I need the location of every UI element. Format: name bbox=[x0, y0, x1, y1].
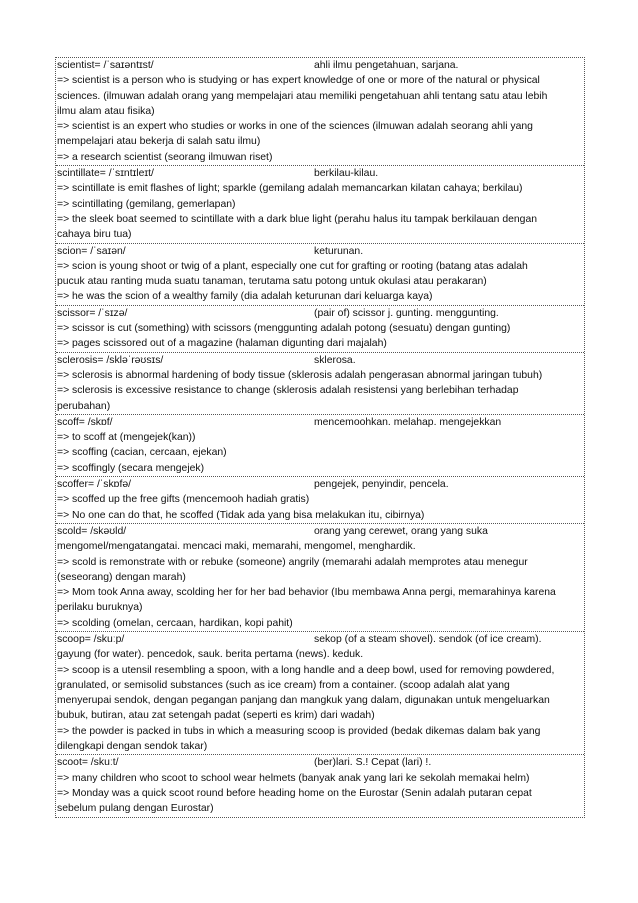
entry-line: => Mom took Anna away, scolding her for her bad behavior (Ibu membawa Anna pergi, memarahinya karena bbox=[57, 587, 556, 599]
dictionary-entry bbox=[56, 165, 584, 242]
dictionary-entry bbox=[56, 305, 584, 352]
entry-line: => he was the scion of a wealthy family (dia adalah keturunan dari keluarga kaya) bbox=[57, 291, 433, 303]
entry-line: mempelajari atau bekerja di salah satu ilmu) bbox=[57, 136, 261, 148]
entry-line: ilmu alam atau fisika) bbox=[57, 105, 155, 117]
entry-header bbox=[56, 632, 584, 647]
entry-term: scientist= /ˈsaɪəntɪst/ bbox=[57, 60, 154, 71]
entry-line: pucuk atau ranting muda suatu tanaman, terutama satu potong untuk okulasi atau perakaran) bbox=[57, 276, 487, 288]
entry-header bbox=[56, 477, 584, 492]
entry-line: menyerupai sendok, dengan pegangan panjang dan mangkuk yang dalam, digunakan untuk mengeluarkan bbox=[57, 695, 550, 707]
entry-line: => sclerosis is excessive resistance to change (sklerosis adalah resistensi yang berlebihan terhadap bbox=[57, 385, 519, 397]
entry-meaning: mencemoohkan. melahap. mengejekkan bbox=[314, 416, 502, 428]
entry-line: => scoffing (cacian, cercaan, ejekan) bbox=[57, 447, 227, 459]
dictionary-entry bbox=[56, 58, 584, 165]
entry-meaning: berkilau-kilau. bbox=[314, 168, 379, 180]
dictionary-table bbox=[55, 57, 585, 818]
entry-line: => to scoff at (mengejek(kan)) bbox=[57, 432, 196, 444]
entry-line: dilengkapi dengan sendok takar) bbox=[57, 741, 208, 753]
entry-term: scold= /skəʊld/ bbox=[57, 525, 127, 537]
entry-line: => the sleek boat seemed to scintillate with a dark blue light (perahu halus itu tampak berkilauan dengan bbox=[57, 213, 537, 225]
entry-line: cahaya biru tua) bbox=[57, 229, 132, 241]
entry-line: (seseorang) dengan marah) bbox=[57, 571, 186, 583]
entry-line: => scissor is cut (something) with scissors (menggunting adalah potong (sesuatu) dengan gunting) bbox=[57, 323, 511, 335]
entry-meaning: pengejek, penyindir, pencela. bbox=[314, 479, 449, 491]
dictionary-entry bbox=[56, 754, 584, 816]
entry-header bbox=[56, 244, 584, 259]
dictionary-entry bbox=[56, 414, 584, 476]
entry-term: scoffer= /ˈskɒfə/ bbox=[57, 479, 132, 491]
dictionary-entry bbox=[56, 476, 584, 523]
dictionary-entry bbox=[56, 523, 584, 631]
entry-header bbox=[56, 524, 584, 539]
entry-header bbox=[56, 306, 584, 321]
entry-line: => scintillating (gemilang, gemerlapan) bbox=[57, 198, 236, 210]
entry-line: => scoffed up the free gifts (mencemooh hadiah gratis) bbox=[57, 494, 310, 506]
entry-line: => scientist is an expert who studies or works in one of the sciences (ilmuwan adalah seorang ahli yang bbox=[57, 121, 533, 133]
entry-meaning: keturunan. bbox=[314, 245, 364, 257]
entry-line: => a research scientist (seorang ilmuwan riset) bbox=[57, 151, 273, 163]
entry-line: granulated, or semisolid substances (such as ice cream) from a container. (scoop adalah alat yang bbox=[57, 679, 510, 691]
dictionary-entry bbox=[56, 243, 584, 305]
entry-term: scoop= /skuːp/ bbox=[57, 633, 125, 645]
entry-header bbox=[56, 58, 584, 73]
entry-header bbox=[56, 353, 584, 368]
entry-term: sclerosis= /skləˈrəʊsɪs/ bbox=[57, 354, 164, 366]
entry-line: sebelum pulang dengan Eurostar) bbox=[57, 803, 214, 815]
entry-line: => scintillate is emit flashes of light; sparkle (gemilang adalah memancarkan kilatan cahaya; berkilau) bbox=[57, 183, 523, 195]
entry-line: => scion is young shoot or twig of a plant, especially one cut for grafting or rooting (batang atas adalah bbox=[57, 260, 528, 272]
entry-meaning: sklerosa. bbox=[314, 354, 356, 366]
dictionary-entry bbox=[56, 631, 584, 754]
entry-line: => scientist is a person who is studying or has expert knowledge of one or more of the natural or physical bbox=[57, 75, 540, 87]
entry-term: scissor= /ˈsɪzə/ bbox=[57, 307, 128, 319]
entry-line: => scold is remonstrate with or rebuke (someone) angrily (memarahi adalah memprotes atau menegur bbox=[57, 556, 528, 568]
entry-header bbox=[56, 415, 584, 430]
entry-term: scoff= /skɒf/ bbox=[57, 416, 113, 428]
entry-line: perubahan) bbox=[57, 400, 111, 412]
entry-line: => sclerosis is abnormal hardening of body tissue (sklerosis adalah pengerasan abnormal jaringan tubuh) bbox=[57, 369, 543, 381]
entry-term: scion= /ˈsaɪən/ bbox=[57, 245, 126, 257]
entry-meaning: (pair of) scissor j. gunting. menggunting. bbox=[314, 307, 499, 319]
entry-line: => Monday was a quick scoot round before heading home on the Eurostar (Senin adalah putaran cepat bbox=[57, 787, 532, 799]
entry-meaning: sekop (of a steam shovel). sendok (of ice cream). bbox=[314, 633, 542, 645]
entry-line: => pages scissored out of a magazine (halaman digunting dari majalah) bbox=[57, 338, 387, 350]
dictionary-entry bbox=[56, 352, 584, 414]
entry-meaning: ahli ilmu pengetahuan, sarjana. bbox=[314, 60, 459, 71]
entry-line: bubuk, butiran, atau zat setengah padat (seperti es krim) dari wadah) bbox=[57, 710, 375, 722]
entry-header bbox=[56, 755, 584, 770]
entry-line: => No one can do that, he scoffed (Tidak ada yang bisa melakukan itu, cibirnya) bbox=[57, 509, 425, 521]
entry-line: => scoffingly (secara mengejek) bbox=[57, 462, 205, 474]
entry-line: => scoop is a utensil resembling a spoon, with a long handle and a deep bowl, used for removing powdered, bbox=[57, 664, 555, 676]
entry-line: mengomel/mengatangatai. mencaci maki, memarahi, mengomel, menghardik. bbox=[57, 541, 416, 553]
entry-meaning: orang yang cerewet, orang yang suka bbox=[314, 525, 488, 537]
entry-meaning: (ber)lari. S.! Cepat (lari) !. bbox=[314, 757, 432, 769]
entry-line: => scolding (omelan, cercaan, hardikan, kopi pahit) bbox=[57, 617, 293, 629]
entry-term: scoot= /skuːt/ bbox=[57, 757, 119, 769]
entry-header bbox=[56, 166, 584, 181]
entry-line: gayung (for water). pencedok, sauk. berita pertama (news). keduk. bbox=[57, 649, 364, 661]
entry-line: => the powder is packed in tubs in which a measuring scoop is provided (bedak dikemas dalam bak yang bbox=[57, 725, 541, 737]
entry-line: sciences. (ilmuwan adalah orang yang mempelajari atau memiliki pengetahuan ahli tentang satu atau lebih bbox=[57, 90, 548, 102]
entry-line: perilaku buruknya) bbox=[57, 602, 143, 614]
entry-line: => many children who scoot to school wear helmets (banyak anak yang lari ke sekolah memakai helm) bbox=[57, 772, 530, 784]
entry-term: scintillate= /ˈsɪntɪleɪt/ bbox=[57, 168, 154, 180]
